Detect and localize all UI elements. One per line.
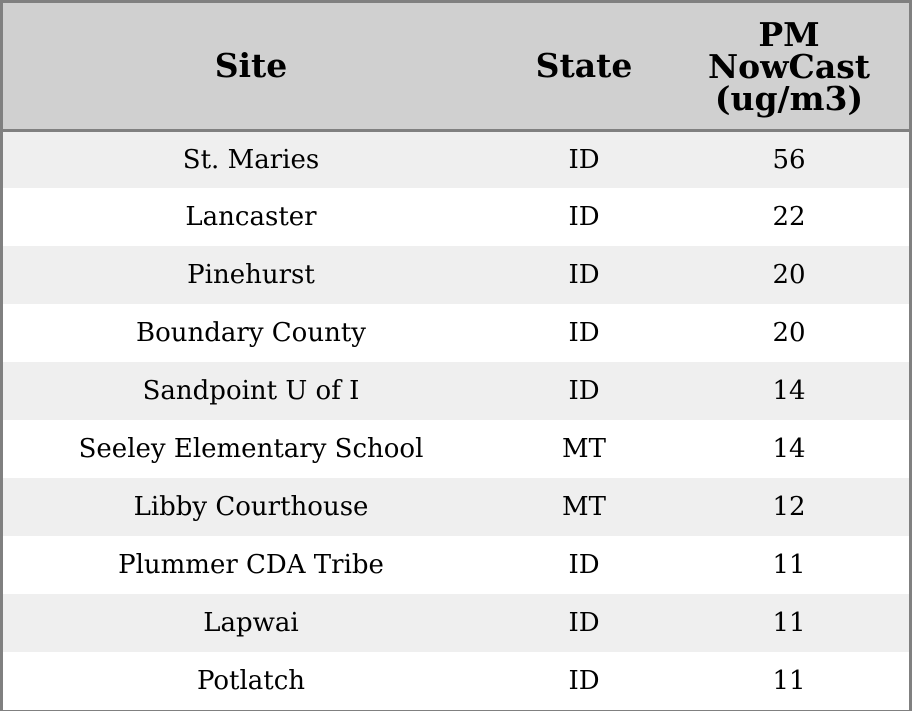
cell-state: ID: [568, 318, 600, 348]
header-pm-nowcast: [669, 3, 909, 130]
table-body: [3, 130, 909, 710]
cell-pm: 12: [772, 492, 806, 522]
cell-state: ID: [568, 666, 600, 696]
cell-site: St. Maries: [182, 144, 320, 175]
cell-site: Seeley Elementary School: [78, 434, 424, 464]
cell-pm: 14: [772, 376, 806, 406]
header-row: [3, 3, 909, 130]
table-row: [3, 246, 909, 304]
table-header: [3, 3, 909, 130]
table-row: [3, 130, 909, 188]
cell-state: ID: [568, 608, 600, 638]
table-row: [3, 536, 909, 594]
table-row: [3, 652, 909, 710]
header-pm-line3: (ug/m3): [714, 78, 864, 118]
table-row: [3, 188, 909, 246]
cell-pm: 11: [772, 608, 806, 638]
cell-state: MT: [562, 434, 606, 464]
cell-site: Boundary County: [136, 318, 366, 348]
cell-pm: 11: [772, 550, 806, 580]
table-row: [3, 478, 909, 536]
cell-pm: 20: [772, 260, 806, 290]
cell-pm: 56: [772, 144, 806, 175]
table-row: [3, 304, 909, 362]
cell-state: ID: [568, 202, 600, 232]
cell-state: ID: [568, 144, 600, 175]
header-site: Site: [3, 3, 499, 130]
header-state: State: [499, 3, 669, 130]
pm-nowcast-table: [3, 3, 909, 710]
header-pm-line1: PM: [758, 14, 820, 54]
header-pm-line2: NowCast: [707, 46, 871, 86]
cell-site: Plummer CDA Tribe: [118, 550, 384, 580]
cell-pm: 20: [772, 318, 806, 348]
table-row: [3, 420, 909, 478]
cell-site: Sandpoint U of I: [142, 376, 360, 406]
cell-state: ID: [568, 260, 600, 290]
cell-state: MT: [562, 492, 606, 522]
table-row: [3, 594, 909, 652]
cell-state: ID: [568, 376, 600, 406]
cell-site: Lancaster: [185, 202, 317, 232]
cell-pm: 22: [772, 202, 806, 232]
cell-state: ID: [568, 550, 600, 580]
cell-site: Pinehurst: [187, 260, 315, 290]
cell-site: Libby Courthouse: [133, 492, 369, 522]
table-row: [3, 362, 909, 420]
cell-pm: 11: [772, 666, 806, 696]
cell-pm: 14: [772, 434, 806, 464]
cell-site: Potlatch: [196, 666, 306, 696]
cell-site: Lapwai: [203, 608, 299, 638]
